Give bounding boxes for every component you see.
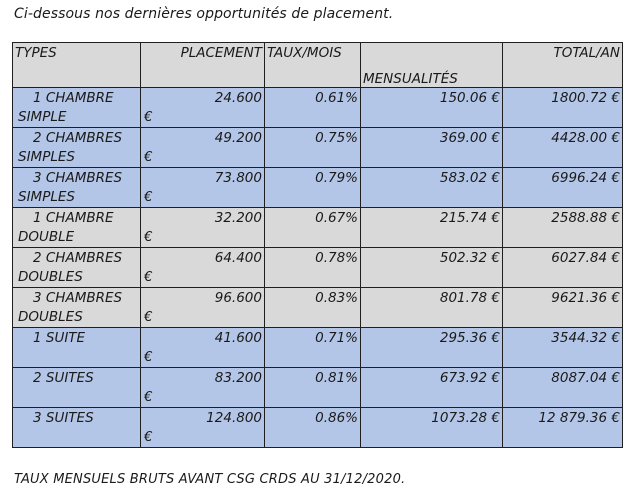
euro-sign: € (144, 149, 153, 165)
table-row (13, 208, 623, 248)
placement-cell (141, 168, 265, 208)
mensualite-cell: 150.06 € (361, 88, 503, 128)
taux-cell: 0.78% (265, 248, 361, 288)
placement-cell (141, 368, 265, 408)
type-line-2: SIMPLE (18, 109, 67, 125)
type-cell (13, 88, 141, 128)
total-cell: 3544.32 € (503, 328, 623, 368)
type-line-1: 2 CHAMBRES (33, 130, 123, 146)
taux-cell: 0.67% (265, 208, 361, 248)
table-row (13, 88, 623, 128)
euro-sign: € (144, 189, 153, 205)
type-line-1: 1 CHAMBRE (33, 90, 114, 106)
type-cell (13, 328, 141, 368)
header-row (13, 43, 623, 88)
type-cell (13, 368, 141, 408)
placement-value: 124.800 (206, 410, 262, 426)
mensualite-cell: 801.78 € (361, 288, 503, 328)
total-cell: 12 879.36 € (503, 408, 623, 448)
taux-cell: 0.75% (265, 128, 361, 168)
placement-value: 96.600 (214, 290, 262, 306)
euro-sign: € (144, 429, 153, 445)
euro-sign: € (144, 229, 153, 245)
table-row (13, 368, 623, 408)
placement-cell (141, 248, 265, 288)
type-line-2: SIMPLES (18, 189, 75, 205)
mensualite-cell: 369.00 € (361, 128, 503, 168)
type-cell (13, 248, 141, 288)
type-line-2: SIMPLES (18, 149, 75, 165)
table-body (13, 88, 623, 448)
total-cell: 8087.04 € (503, 368, 623, 408)
taux-cell: 0.71% (265, 328, 361, 368)
table-row (13, 128, 623, 168)
taux-cell: 0.83% (265, 288, 361, 328)
type-line-1: 2 SUITES (33, 370, 94, 386)
table-row (13, 168, 623, 208)
euro-sign: € (144, 389, 153, 405)
header-taux: TAUX/MOIS (265, 43, 361, 88)
intro-text: Ci-dessous nos dernières opportunités de placement. (14, 6, 394, 22)
header-total: TOTAL/AN (503, 43, 623, 88)
placement-table (12, 42, 623, 448)
header-placement: PLACEMENT (141, 43, 265, 88)
type-cell (13, 128, 141, 168)
type-line-1: 1 CHAMBRE (33, 210, 114, 226)
placement-cell (141, 208, 265, 248)
table-header (13, 43, 623, 88)
type-line-1: 3 CHAMBRES (33, 170, 123, 186)
euro-sign: € (144, 309, 153, 325)
table-row (13, 248, 623, 288)
type-cell (13, 208, 141, 248)
placement-value: 49.200 (214, 130, 262, 146)
mensualite-cell: 1073.28 € (361, 408, 503, 448)
type-cell (13, 168, 141, 208)
table-row (13, 328, 623, 368)
mensualite-cell: 673.92 € (361, 368, 503, 408)
taux-cell: 0.86% (265, 408, 361, 448)
mensualite-cell: 583.02 € (361, 168, 503, 208)
header-mensualites: MENSUALITÉS (361, 43, 503, 88)
placement-value: 41.600 (214, 330, 262, 346)
placement-cell (141, 408, 265, 448)
header-types: TYPES (13, 43, 141, 88)
placement-cell (141, 288, 265, 328)
mensualite-cell: 295.36 € (361, 328, 503, 368)
euro-sign: € (144, 109, 153, 125)
total-cell: 2588.88 € (503, 208, 623, 248)
type-line-1: 3 SUITES (33, 410, 94, 426)
type-line-1: 2 CHAMBRES (33, 250, 123, 266)
placement-cell (141, 328, 265, 368)
type-line-2: DOUBLE (18, 229, 75, 245)
placement-value: 64.400 (214, 250, 262, 266)
total-cell: 1800.72 € (503, 88, 623, 128)
placement-value: 73.800 (214, 170, 262, 186)
euro-sign: € (144, 349, 153, 365)
footnote-text: TAUX MENSUELS BRUTS AVANT CSG CRDS AU 31/12/2020. (14, 472, 406, 487)
type-line-2: DOUBLES (18, 309, 83, 325)
mensualite-cell: 502.32 € (361, 248, 503, 288)
total-cell: 9621.36 € (503, 288, 623, 328)
euro-sign: € (144, 269, 153, 285)
placement-value: 83.200 (214, 370, 262, 386)
taux-cell: 0.61% (265, 88, 361, 128)
total-cell: 6996.24 € (503, 168, 623, 208)
type-cell (13, 288, 141, 328)
table-row (13, 288, 623, 328)
placement-cell (141, 88, 265, 128)
placement-value: 24.600 (214, 90, 262, 106)
table-row (13, 408, 623, 448)
type-cell (13, 408, 141, 448)
taux-cell: 0.79% (265, 168, 361, 208)
type-line-1: 3 CHAMBRES (33, 290, 123, 306)
mensualite-cell: 215.74 € (361, 208, 503, 248)
type-line-1: 1 SUITE (33, 330, 86, 346)
total-cell: 6027.84 € (503, 248, 623, 288)
taux-cell: 0.81% (265, 368, 361, 408)
placement-cell (141, 128, 265, 168)
total-cell: 4428.00 € (503, 128, 623, 168)
type-line-2: DOUBLES (18, 269, 83, 285)
placement-value: 32.200 (214, 210, 262, 226)
